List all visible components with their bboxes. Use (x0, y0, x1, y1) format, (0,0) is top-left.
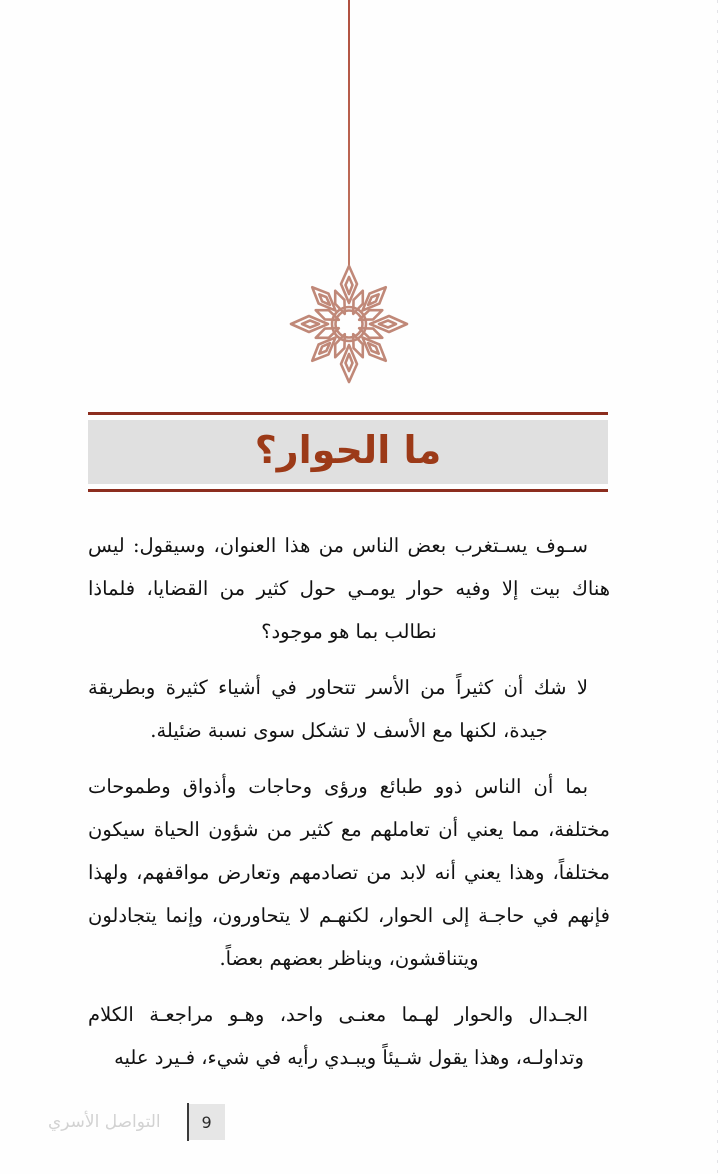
chapter-heading-block (88, 412, 608, 492)
page-number: 9 (201, 1112, 212, 1132)
hanging-thread-line (348, 0, 350, 268)
page-edge-artifact (717, 0, 718, 1174)
paragraph: بما أن الناس ذوو طبائع ورؤى وحاجات وأذواق وطموحات مختلفة، مما يعني أن تعاملهم مع كثير من شؤون الحياة سيكون مختلفاً، وهذا يعني أنه لابد من تصادمهم وتعارض مواقفهم، ولهذا فإنهم في حاجـة إلى الحوار، لكنهـم لا يتحاورون، وإنما يتجادلون ويتناقشون، ويناظر بعضهم بعضاً. (88, 775, 610, 970)
heading-rule-bottom (88, 489, 608, 492)
eight-pointed-star-medallion-icon (283, 258, 415, 390)
heading-band (88, 420, 608, 484)
paragraph: الجـدال والحوار لهـما معنـى واحد، وهـو مراجعـة الكلام وتداولـه، وهذا يقول شـيئاً ويبـدي رأيه في شيء، فـيرد عليه (88, 1003, 588, 1069)
paragraph: لا شك أن كثيراً من الأسر تتحاور في أشياء كثيرة وبطريقة جيدة، لكنها مع الأسف لا تشكل سوى نسبة ضئيلة. (88, 676, 588, 742)
footer-divider (187, 1103, 189, 1141)
page-number-box (189, 1104, 225, 1140)
paragraph: سـوف يسـتغرب بعض الناس من هذا العنوان، وسيقول: ليس هناك بيت إلا وفيه حوار يومـي حول كثير من القضايا، فلماذا نطالب بما هو موجود؟ (88, 534, 610, 643)
page-title: ما الحوار؟ (254, 428, 442, 472)
page-footer (48, 1100, 225, 1144)
heading-rule-top (88, 412, 608, 415)
body-text-column (88, 524, 610, 1079)
footer-book-title: التواصل الأسري (48, 1112, 161, 1132)
